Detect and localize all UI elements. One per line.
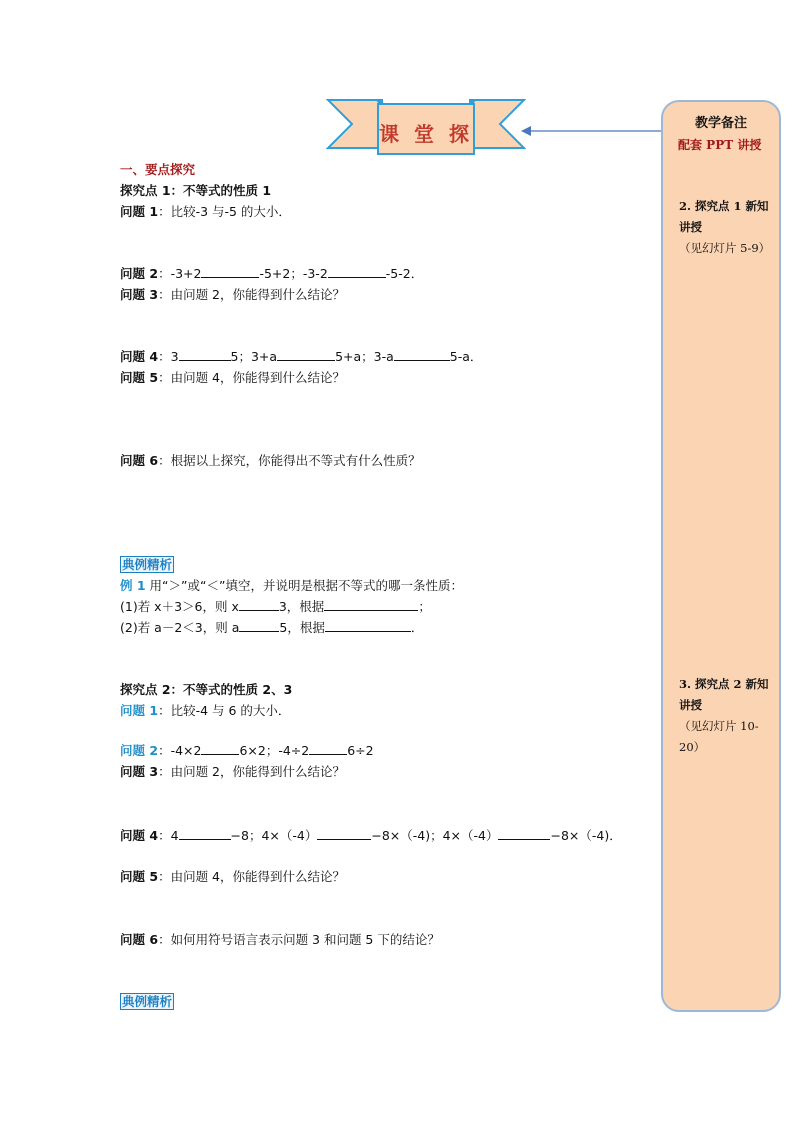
question-text: ：由问题 2，你能得到什么结论？ (158, 287, 345, 302)
answer-blank[interactable] (277, 349, 335, 361)
answer-blank[interactable] (179, 349, 231, 361)
question-text: ：由问题 2，你能得到什么结论？ (158, 764, 345, 779)
point1-question-4 (120, 349, 482, 365)
question-label: 问题 6 (120, 453, 159, 468)
question-label: 问题 2 (120, 266, 159, 281)
point1-question-6 (120, 453, 421, 469)
point2-question-2 (120, 743, 374, 759)
point2-question-1 (120, 703, 290, 719)
question-label: 问题 5 (120, 370, 159, 385)
sidebar-subheading: 配套 PPT 讲授 (678, 138, 762, 152)
point2-question-4 (120, 828, 622, 844)
question-text: ：-3+2 (158, 266, 202, 281)
question-label: 问题 1 (120, 204, 159, 219)
question-text: ：如何用符号语言表示问题 3 和问题 5 下的结论？ (158, 932, 440, 947)
sidebar-note-2-detail: （见幻灯片 10-20） (679, 719, 759, 754)
point2-question-3 (120, 764, 345, 780)
example-tag-2: 典例精析 (122, 994, 173, 1009)
sidebar-note-2 (679, 674, 771, 758)
question-text: ：比较-4 与 6 的大小． (158, 703, 291, 718)
sidebar-note-1 (679, 196, 771, 259)
item-text: (2)若 a－2＜3，则 a (120, 620, 240, 635)
question-text: 6×2；-4÷2 (239, 743, 310, 758)
question-label: 问题 2 (120, 743, 159, 758)
sidebar-heading: 教学备注 (694, 116, 747, 131)
question-text: 6÷2 (347, 743, 374, 758)
section-heading: 一、要点探究 (120, 162, 196, 177)
question-label: 问题 3 (120, 287, 159, 302)
answer-blank[interactable] (309, 743, 347, 755)
sidebar-note-1-title: 2. 探究点 1 新知讲授 (679, 199, 769, 234)
item-text: 3，根据 (278, 599, 325, 614)
question-text: −8×（-4)． (550, 828, 622, 843)
point2-heading: 探究点 2：不等式的性质 2、3 (120, 682, 293, 697)
question-label: 问题 4 (120, 828, 159, 843)
point1-heading: 探究点 1：不等式的性质 1 (120, 183, 272, 198)
point2-question-5 (120, 869, 345, 885)
point1-question-1 (120, 204, 291, 220)
answer-blank[interactable] (394, 349, 450, 361)
example-label: 例 1 (120, 578, 146, 593)
answer-blank[interactable] (239, 620, 279, 632)
answer-blank[interactable] (201, 743, 239, 755)
point1-question-3 (120, 287, 345, 303)
point1-question-5 (120, 370, 345, 386)
question-label: 问题 6 (120, 932, 159, 947)
question-text: -5+2；-3-2 (259, 266, 328, 281)
answer-blank[interactable] (239, 599, 279, 611)
banner-title: 课 堂 探 (379, 122, 473, 146)
example-1-item-2 (120, 620, 423, 636)
answer-blank[interactable] (179, 828, 231, 840)
question-text: -5-2． (385, 266, 424, 281)
question-text: ：由问题 4，你能得到什么结论？ (158, 869, 345, 884)
item-text: ； (418, 599, 431, 614)
question-text: −8×（-4)；4×（-4） (371, 828, 499, 843)
question-text: ：4 (158, 828, 179, 843)
answer-blank[interactable] (201, 266, 259, 278)
answer-blank[interactable] (325, 620, 411, 632)
example-1-item-1 (120, 599, 431, 615)
question-text: 5-a． (449, 349, 483, 364)
point1-question-2 (120, 266, 423, 282)
question-label: 问题 1 (120, 703, 159, 718)
sidebar-note-2-title: 3. 探究点 2 新知讲授 (679, 677, 769, 712)
question-label: 问题 4 (120, 349, 159, 364)
answer-blank[interactable] (324, 599, 418, 611)
question-text: 5；3+a (230, 349, 278, 364)
example-text: 用“＞”或“＜”填空，并说明是根据不等式的哪一条性质： (145, 578, 463, 593)
item-text: ． (410, 620, 424, 635)
point2-question-6 (120, 932, 440, 948)
answer-blank[interactable] (498, 828, 550, 840)
question-label: 问题 5 (120, 869, 159, 884)
question-text: ：3 (158, 349, 179, 364)
answer-blank[interactable] (328, 266, 386, 278)
answer-blank[interactable] (317, 828, 371, 840)
pointer-arrow (520, 124, 665, 138)
sidebar-note-1-detail: （见幻灯片 5-9） (679, 241, 771, 255)
question-text: −8；4×（-4） (230, 828, 318, 843)
item-text: (1)若 x＋3＞6，则 x (120, 599, 239, 614)
question-text: ：由问题 4，你能得到什么结论？ (158, 370, 345, 385)
item-text: 5，根据 (279, 620, 325, 635)
example-tag: 典例精析 (122, 557, 173, 572)
example-1-prompt (120, 578, 463, 594)
question-text: 5+a；3-a (335, 349, 394, 364)
question-text: ：比较-3 与-5 的大小． (158, 204, 291, 219)
question-text: ：根据以上探究，你能得出不等式有什么性质？ (158, 453, 421, 468)
question-text: ：-4×2 (158, 743, 202, 758)
question-label: 问题 3 (120, 764, 159, 779)
